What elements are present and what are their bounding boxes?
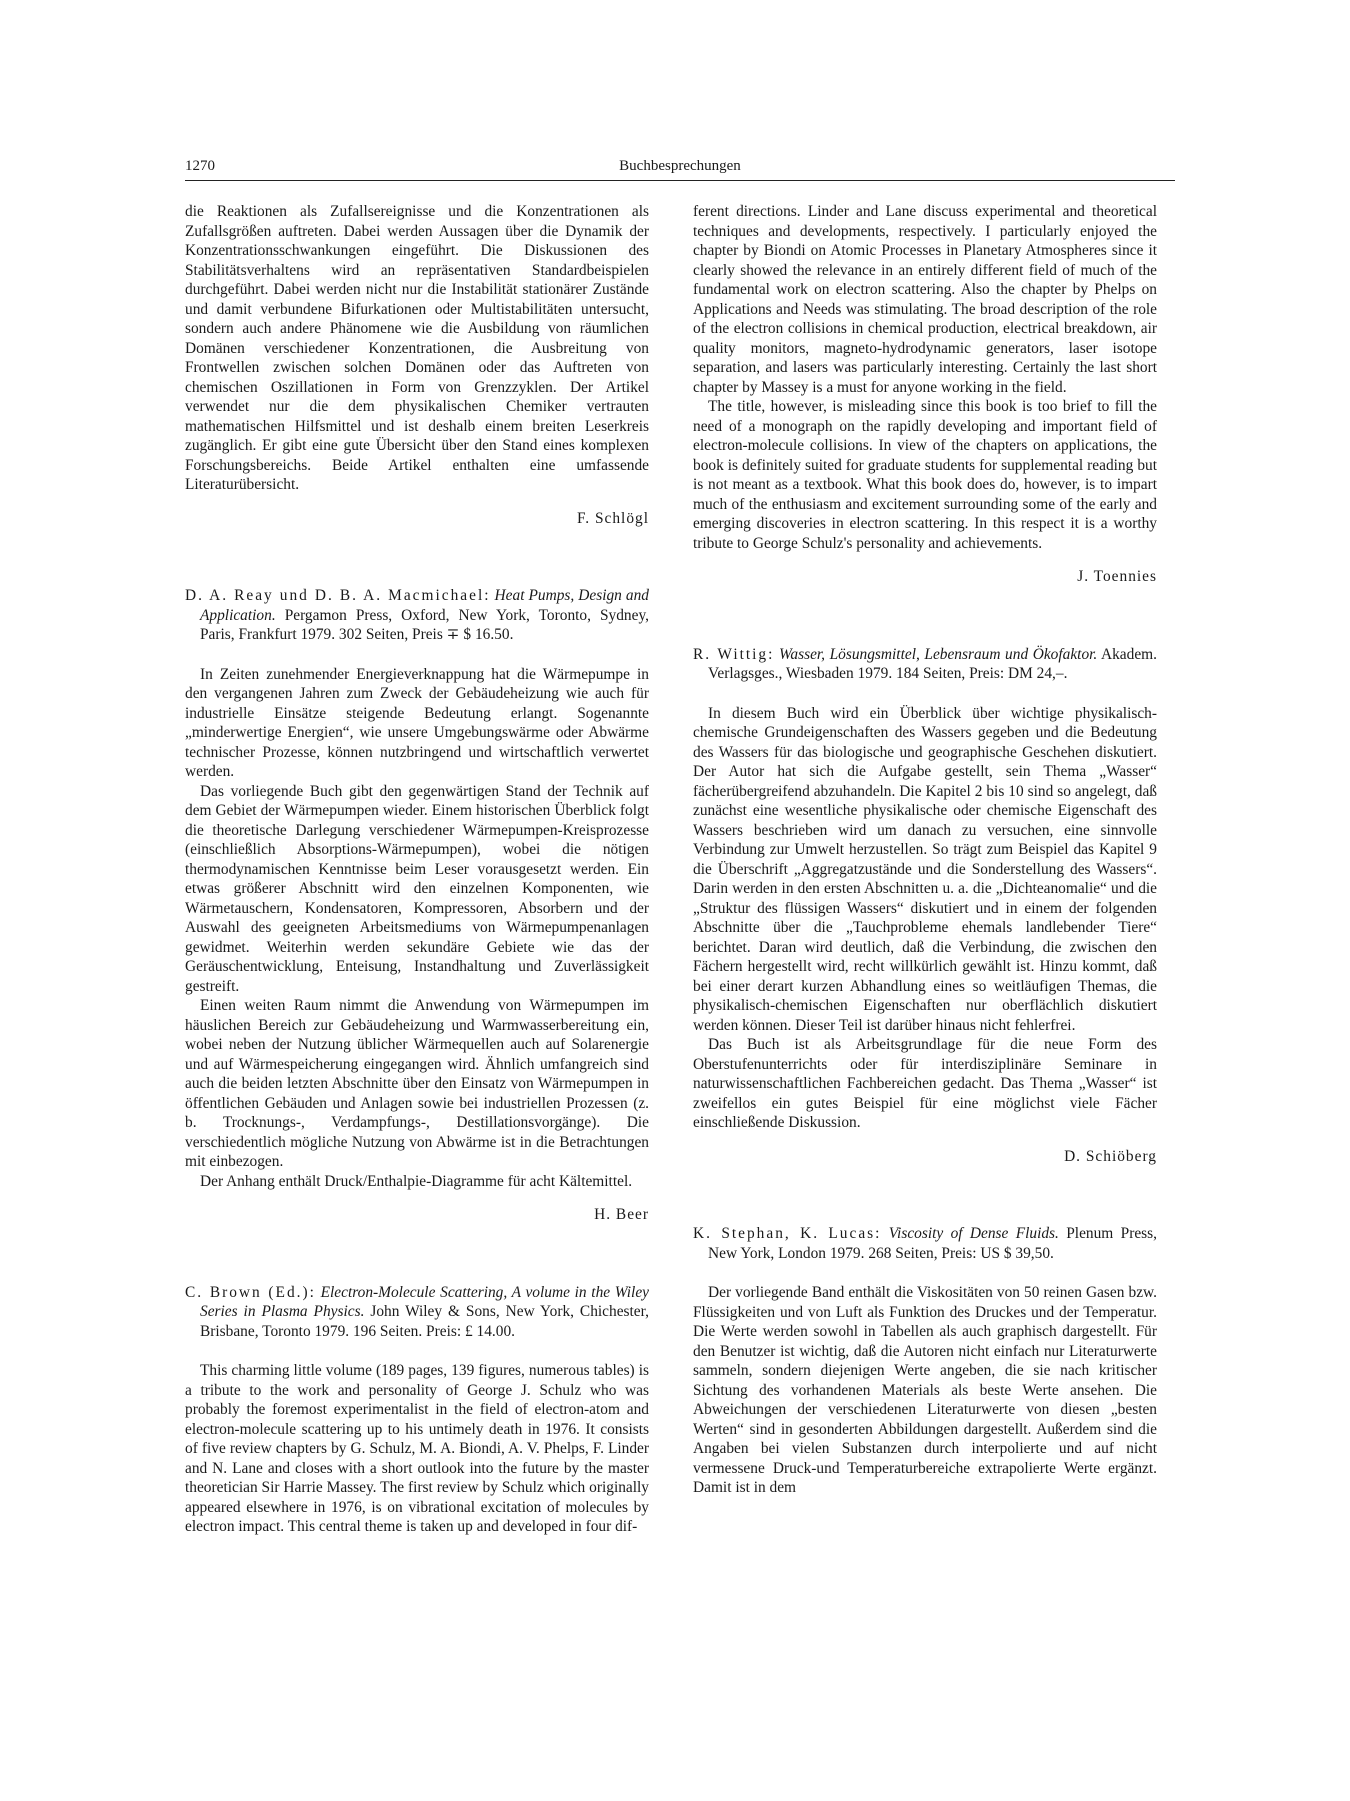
book-authors: D. A. Reay und D. B. A. Macmichael: <box>185 587 491 604</box>
book-title: Heat Pumps, Design and Application. <box>200 587 649 624</box>
page-number: 1270 <box>185 158 215 174</box>
book-citation <box>693 1224 1157 1263</box>
continued-paragraph: ferent directions. Linder and Lane discuss experimental and theoretical techniques and developments, respectively. I particularly enjoyed the chapter by Biondi on Atomic Processes in Planetary Atmospheres since it clearly showed the relevance in an entirely different field of much of the fundamental work on electron scattering. Also the chapter by Phelps on Applications and Needs was stimulating. The broad description of the role of the electron collisions in chemical production, electrical breakdown, air quality monitors, magneto-hydrodynamic generators, laser isotope separation, and lasers was particularly interesting. Certainly the last short chapter by Massey is a must for anyone working in the field. <box>693 203 1157 396</box>
book-authors: R. Wittig: <box>693 645 775 663</box>
book-details: Plenum Press, New York, London 1979. 268 Seiten, Preis: US $ 39,50. <box>708 1225 1157 1262</box>
review-paragraph: In diesem Buch wird ein Überblick über wichtige physikalisch-chemische Grundeigenschaften des Wassers gegeben und die Bedeutung des Wassers für das biologische und geographische Geschehen diskutiert. Der Autor hat sich die Aufgabe gestellt, sein Thema „Wasser“ fächerübergreifend abzuhandeln. Die Kapitel 2 bis 10 sind so angelegt, daß zunächst eine wesentliche physikalische oder chemische Eigenschaft des Wassers beschrieben wird um danach zu versuchen, eine sinnvolle Verbindung zur Umwelt herzustellen. So trägt zum Beispiel das Kapitel 9 die Überschrift „Aggregatzustände und die Sonderstellung des Wassers“. Darin werden in den ersten Abschnitten u. a. die „Dichteanomalie“ und die „Struktur des flüssigen Wassers“ diskutiert und in einem der folgenden Abschnitte über die „Tauchprobleme ehemals landlebender Tiere“ berichtet. Daran wird deutlich, daß die Verbindung, die zwischen den Fächern hergestellt wird, recht willkürlich gewählt ist. Hinzu kommt, daß bei einer derart kurzen Abhandlung eines so weitläufigen Themas, die physikalisch-chemischen Eigenschaften nur oberflächlich diskutiert werden können. Dieser Teil ist darüber hinaus nicht fehlerfrei. <box>693 704 1157 1034</box>
reviewer-signature: F. Schlögl <box>576 509 649 527</box>
review-electron-molecule <box>185 1283 649 1537</box>
running-header <box>185 158 1175 181</box>
book-details: Akadem. Verlagsges., Wiesbaden 1979. 184 Seiten, Preis: DM 24,–. <box>708 645 1157 682</box>
review-paragraph: In Zeiten zunehmender Energieverknappung hat die Wärmepumpe in den vergangenen Jahren zum Zweck der Gebäudeheizung wie auch für industrielle Einsätze steigende Bedeutung erlangt. Sogenannte „minderwertige Energien“, wie unsere Umgebungswärme oder Abwärme technischer Prozesse, können nutzbringend und wirtschaftlich verwertet werden. <box>185 665 649 780</box>
reviewer-signature: H. Beer <box>594 1206 649 1223</box>
review-paragraph: Das Buch ist als Arbeitsgrundlage für die neue Form des Oberstufenunterrichts oder für interdisziplinäre Seminare in naturwissenschaftlichen Fachbereichen gedacht. Das Thema „Wasser“ ist zweifellos ein gutes Beispiel für eine möglichst viele Fächer einschließende Diskussion. <box>693 1036 1157 1131</box>
book-authors: C. Brown (Ed.): <box>185 1283 316 1301</box>
review-paragraph: Einen weiten Raum nimmt die Anwendung von Wärmepumpen im häuslichen Bereich zur Gebäudeheizung und Warmwasserbereitung ein, wobei neben der Nutzung üblicher Wärmequellen auch auf Solarenergie und auf Wärmespeicherung eingegangen wird. Ähnlich umfangreich sind auch die beiden letzten Abschnitte über den Einsatz von Wärmepumpen in öffentlichen Gebäuden und Anlagen sowie bei industriellen Prozessen (z. b. Trocknungs-, Verdampfungs-, Destillationsvorgänge). Die verschiedentlich mögliche Nutzung von Abwärme ist in die Betrachtungen mit einbezogen. <box>185 997 649 1170</box>
book-citation <box>185 586 649 645</box>
review-viscosity <box>693 1224 1157 1498</box>
book-citation <box>693 645 1157 684</box>
review-paragraph: This charming little volume (189 pages, 139 figures, numerous tables) is a tribute to the work and personality of George J. Schulz who was probably the foremost experimentalist in the field of electron-atom and electron-molecule scattering up to his untimely death in 1976. It consists of five review chapters by G. Schulz, M. A. Biondi, A. V. Phelps, F. Linder and N. Lane and closes with a short outlook into the future by the master theoretician Sir Harrie Massey. The first review by Schulz which originally appeared elsewhere in 1976, is on vibrational excitation of molecules by electron impact. This central theme is taken up and developed in four dif- <box>185 1362 649 1535</box>
book-authors: K. Stephan, K. Lucas: <box>693 1225 882 1242</box>
review-heat-pumps <box>185 586 649 1225</box>
left-column <box>185 202 649 1537</box>
book-details: Pergamon Press, Oxford, New York, Toronto, Sydney, Paris, Frankfurt 1979. 302 Seiten, Preis ∓ $ 16.50. <box>200 606 649 643</box>
book-citation <box>185 1283 649 1342</box>
running-title: Buchbesprechungen <box>619 158 741 174</box>
right-column <box>693 202 1157 1498</box>
review-paragraph: The title, however, is misleading since this book is too brief to fill the need of a monograph on the rapidly developing and important field of electron-molecule collisions. In view of the chapters on applications, the book is definitely suited for graduate students for supplemental reading but is not meant as a textbook. What this book does do, however, is to impart much of the enthusiasm and excitement surrounding some of the early and emerging discoveries in electron scattering. In this respect it is a worthy tribute to George Schulz's personality and achievements. <box>693 398 1157 552</box>
review-paragraph: Der vorliegende Band enthält die Viskositäten von 50 reinen Gasen bzw. Flüssigkeiten und von Luft als Funktion des Druckes und der Temperatur. Die Werte werden sowohl in Tabellen als auch graphisch dargestellt. Für den Benutzer ist wichtig, daß die Autoren nicht einfach nur Literaturwerte sammeln, sondern diejenigen Werte angeben, die sie nach kritischer Sichtung des vorhandenen Materials als beste Werte ansehen. Die Abweichungen der verschiedenen Literaturwerte von diesen „besten Werten“ sind in gesonderten Abbildungen dargestellt. Außerdem sind die Angaben bei vielen Substanzen durch interpolierte und auf nicht vermessene Druck-und Temperaturbereiche extrapolierte Werte ergänzt. Damit ist in dem <box>693 1284 1157 1496</box>
book-details: John Wiley & Sons, New York, Chichester, Brisbane, Toronto 1979. 196 Seiten. Preis: £ 14.00. <box>200 1303 649 1340</box>
review-wasser <box>693 645 1157 1167</box>
book-title: Wasser, Lösungsmittel, Lebensraum und Ökofaktor. <box>778 645 1098 663</box>
reviewer-signature: J. Toennies <box>1077 568 1157 585</box>
book-title: Electron-Molecule Scattering, A volume in the Wiley Series in Plasma Physics. <box>200 1283 649 1320</box>
continued-paragraph: die Reaktionen als Zufallsereignisse und die Konzentrationen als Zufallsgrößen auftreten. Dabei werden Aussagen über die Dynamik der Konzentrationsschwankungen eingeführt. Die Diskussionen des Stabilitätsverhaltens wird an repräsentativen Standardbeispielen durchgeführt. Dabei werden nicht nur die Instabilität stationärer Zustände und damit verbundene Bifurkationen oder Multistabilitäten untersucht, sondern auch andere Phänomene wie die Ausbildung von räumlichen Domänen verschiedener Konzentrationen, die Ausbreitung von Frontwellen zwischen solchen Domänen oder das Auftreten von chemischen Oszillationen in Form von Grenzzyklen. Der Artikel verwendet nur die dem physikalischen Chemiker vertrauten mathematischen Hilfsmittel und ist deshalb einem breiten Leserkreis zugänglich. Er gibt eine gute Übersicht über den Stand eines komplexen Forschungsbereichs. Beide Artikel enthalten eine umfassende Literaturübersicht. <box>185 203 649 493</box>
reviewer-signature: D. Schiöberg <box>1064 1147 1157 1165</box>
review-paragraph: Der Anhang enthält Druck/Enthalpie-Diagramme für acht Kältemittel. <box>200 1172 633 1190</box>
book-title: Viscosity of Dense Fluids. <box>888 1225 1059 1242</box>
review-paragraph: Das vorliegende Buch gibt den gegenwärtigen Stand der Technik auf dem Gebiet der Wärmepumpen wieder. Einem historischen Überblick folgt die theoretische Darlegung verschiedener Wärmepumpen-Kreisprozesse (einschließlich Absorptions-Wärmepumpen), wobei die nötigen thermodynamischen Kenntnisse beim Leser vorausgesetzt werden. Ein etwas größerer Abschnitt wird den einzelnen Komponenten, wie Wärmetauschern, Kondensatoren, Kompressoren, Absorbern und der Auswahl des geeigneten Arbeitsmediums von Wärmepumpenanlagen gewidmet. Weiterhin werden sekundäre Gebiete wie das der Geräuschentwicklung, Enteisung, Instandhaltung und Zuverlässigkeit gestreift. <box>185 782 649 995</box>
